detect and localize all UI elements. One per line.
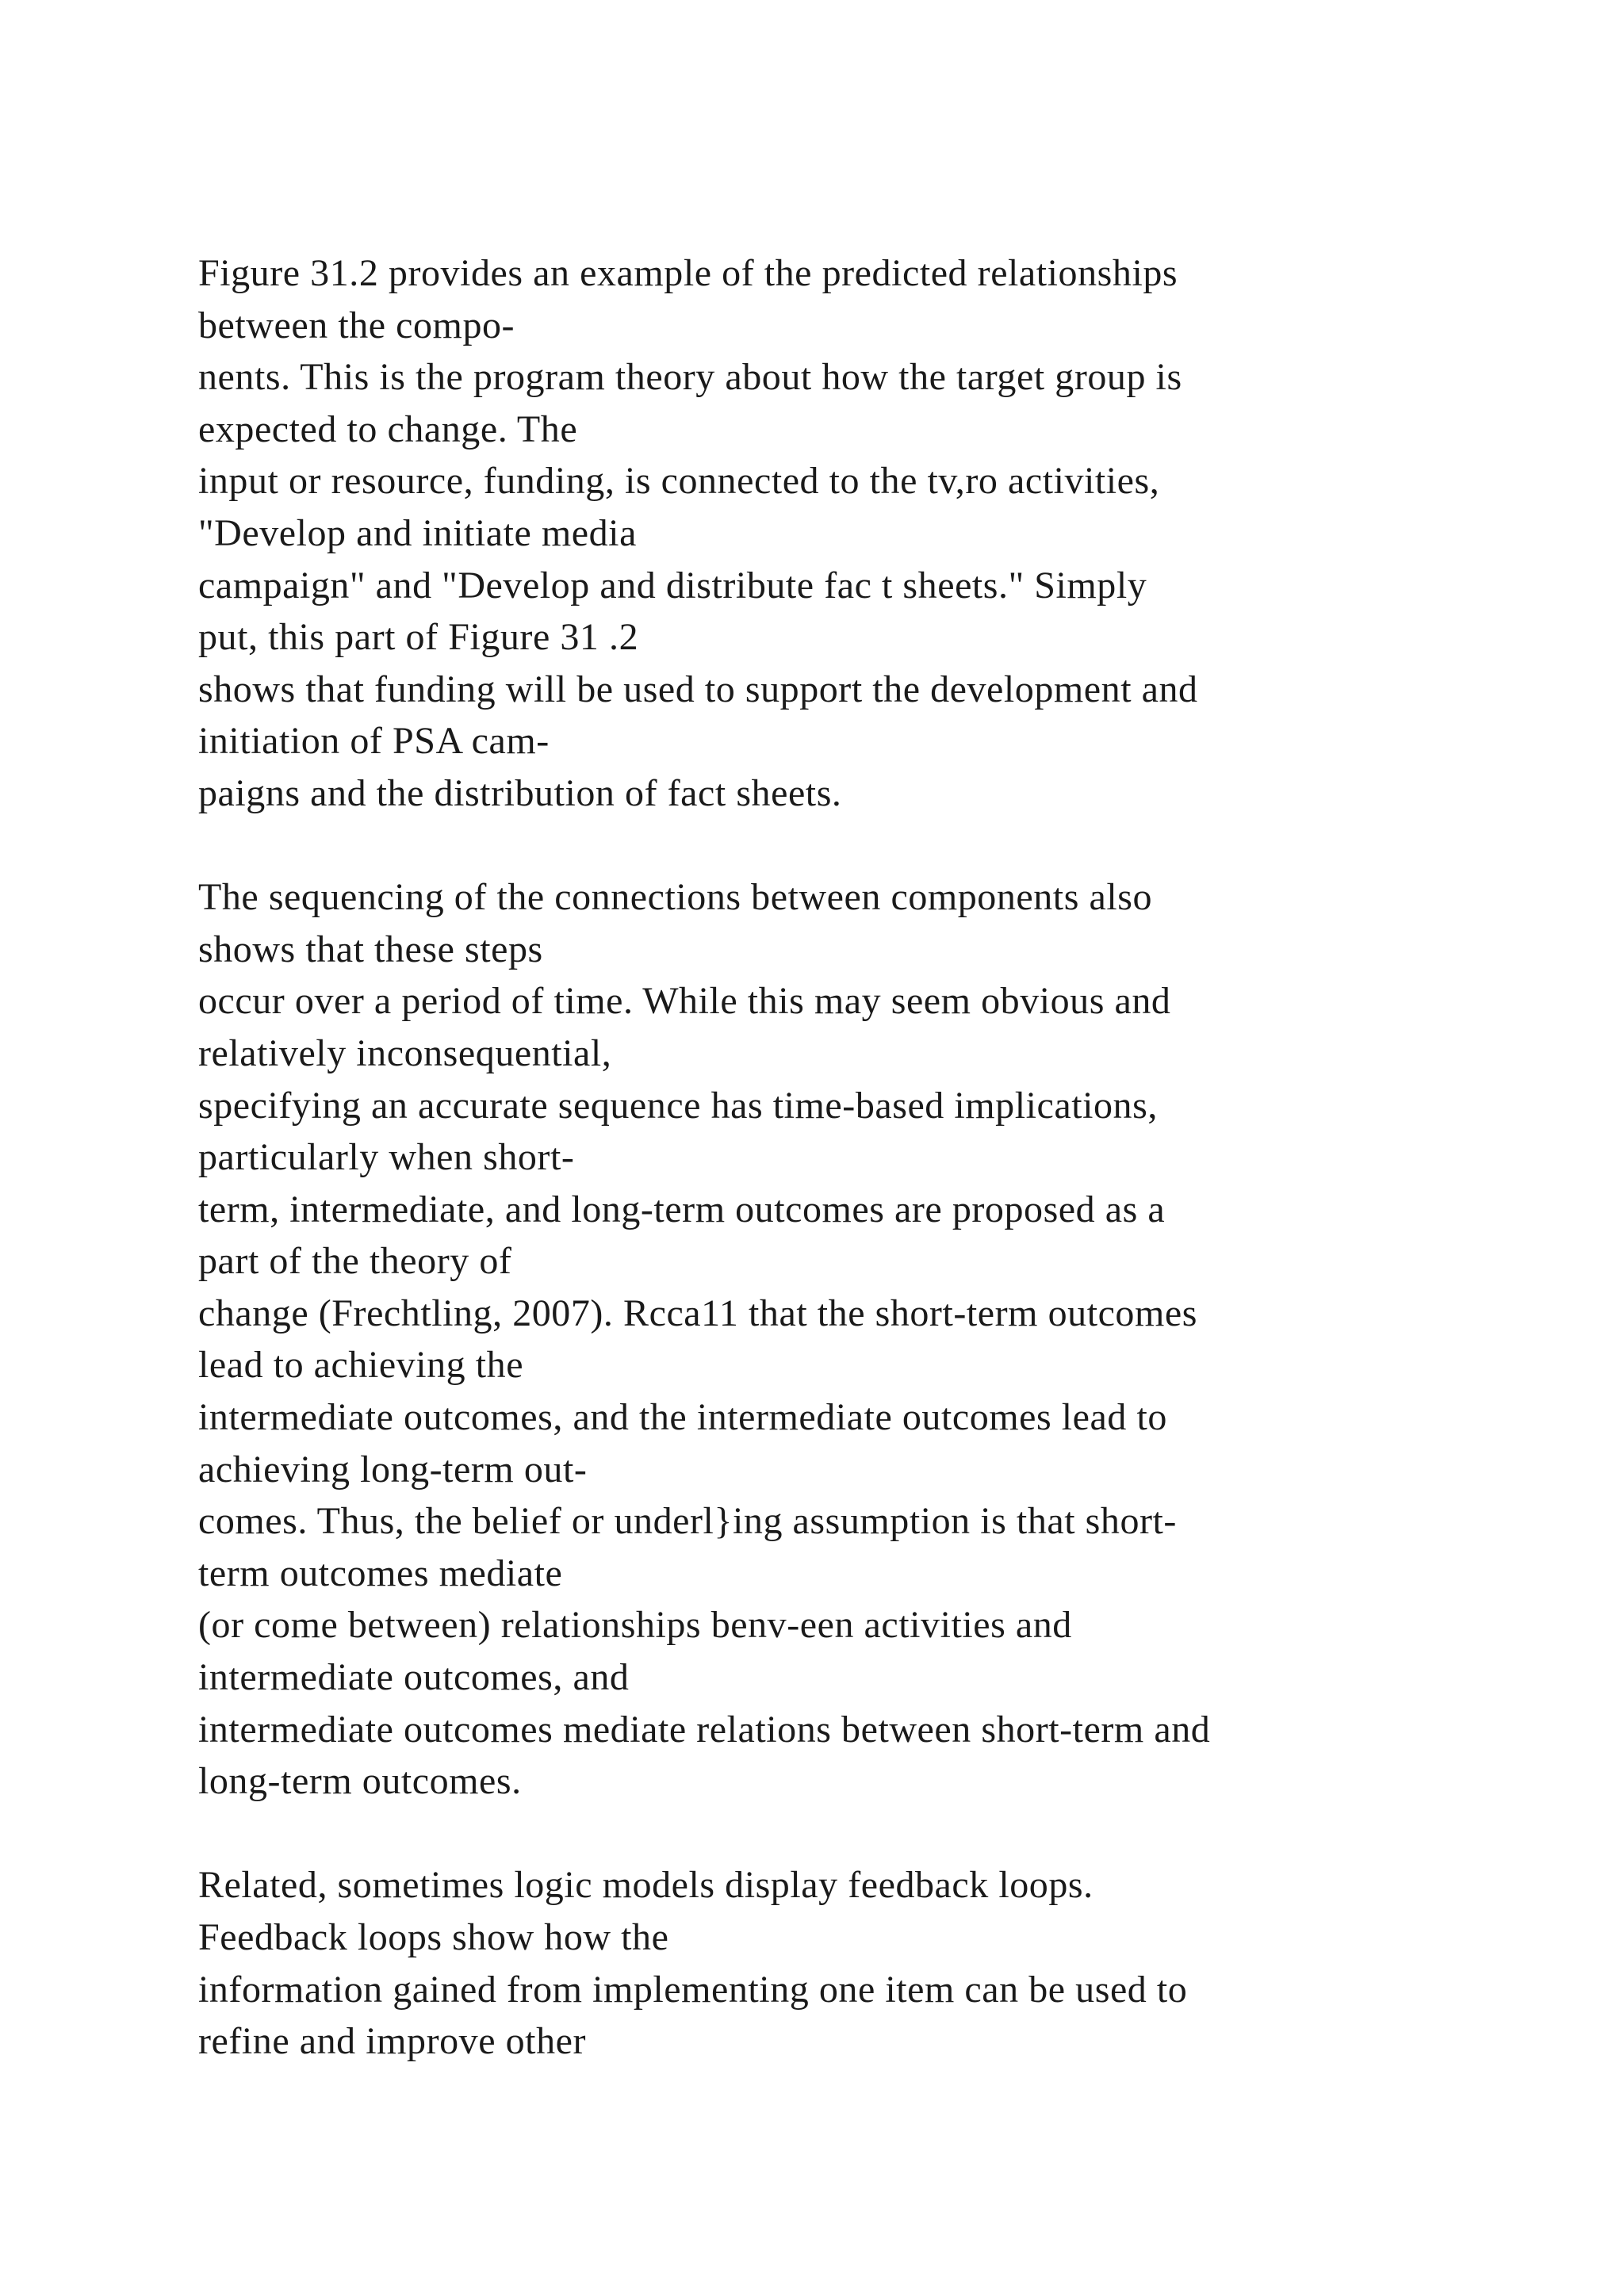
text-line: term outcomes mediate (198, 1552, 563, 1594)
text-line: long-term outcomes. (198, 1760, 522, 1803)
paragraph-1 (198, 247, 1546, 820)
text-line: specifying an accurate sequence has time-based implications, (198, 1084, 1158, 1127)
text-line: nents. This is the program theory about how the target group is (198, 356, 1182, 399)
paragraph-spacer (198, 1808, 1546, 1860)
text-line: The sequencing of the connections between components also (198, 876, 1152, 919)
text-line: relatively inconsequential, (198, 1031, 612, 1074)
text-line: between the compo- (198, 304, 515, 346)
text-line: (or come between) relationships benv-een activities and (198, 1604, 1072, 1647)
text-line: shows that funding will be used to support the development and (198, 668, 1198, 710)
document-body (198, 247, 1546, 2068)
text-line: intermediate outcomes, and (198, 1656, 630, 1699)
text-line: information gained from implementing one item can be used to (198, 1968, 1188, 2011)
text-line: change (Frechtling, 2007). Rcca11 that the short-term outcomes (198, 1292, 1197, 1334)
text-line: part of the theory of (198, 1240, 512, 1283)
text-line: term, intermediate, and long-term outcomes are proposed as a (198, 1188, 1166, 1230)
paragraph-2 (198, 871, 1546, 1808)
text-line: intermediate outcomes, and the intermediate outcomes lead to (198, 1396, 1167, 1439)
text-line: refine and improve other (198, 2020, 587, 2063)
text-line: "Develop and initiate media (198, 511, 637, 554)
text-line: shows that these steps (198, 928, 543, 970)
text-line: intermediate outcomes mediate relations between short-term and (198, 1708, 1211, 1751)
text-line: particularly when short- (198, 1136, 575, 1179)
text-line: expected to change. The (198, 408, 578, 450)
text-line: comes. Thus, the belief or underl}ing assumption is that short- (198, 1500, 1177, 1543)
text-line: paigns and the distribution of fact sheets. (198, 771, 842, 814)
paragraph-3 (198, 1859, 1546, 2067)
text-line: achieving long-term out- (198, 1448, 588, 1490)
text-line: Feedback loops show how the (198, 1916, 669, 1958)
text-line: input or resource, funding, is connected to the tv,ro activities, (198, 460, 1160, 503)
text-line: put, this part of Figure 31 .2 (198, 616, 639, 659)
text-line: lead to achieving the (198, 1344, 524, 1387)
text-line: initiation of PSA cam- (198, 720, 550, 763)
text-line: Related, sometimes logic models display feedback loops. (198, 1864, 1094, 1907)
text-line: Figure 31.2 provides an example of the predicted relationships (198, 252, 1178, 294)
text-line: campaign" and "Develop and distribute fac t sheets." Simply (198, 564, 1147, 607)
paragraph-spacer (198, 820, 1546, 872)
text-line: occur over a period of time. While this may seem obvious and (198, 980, 1171, 1023)
